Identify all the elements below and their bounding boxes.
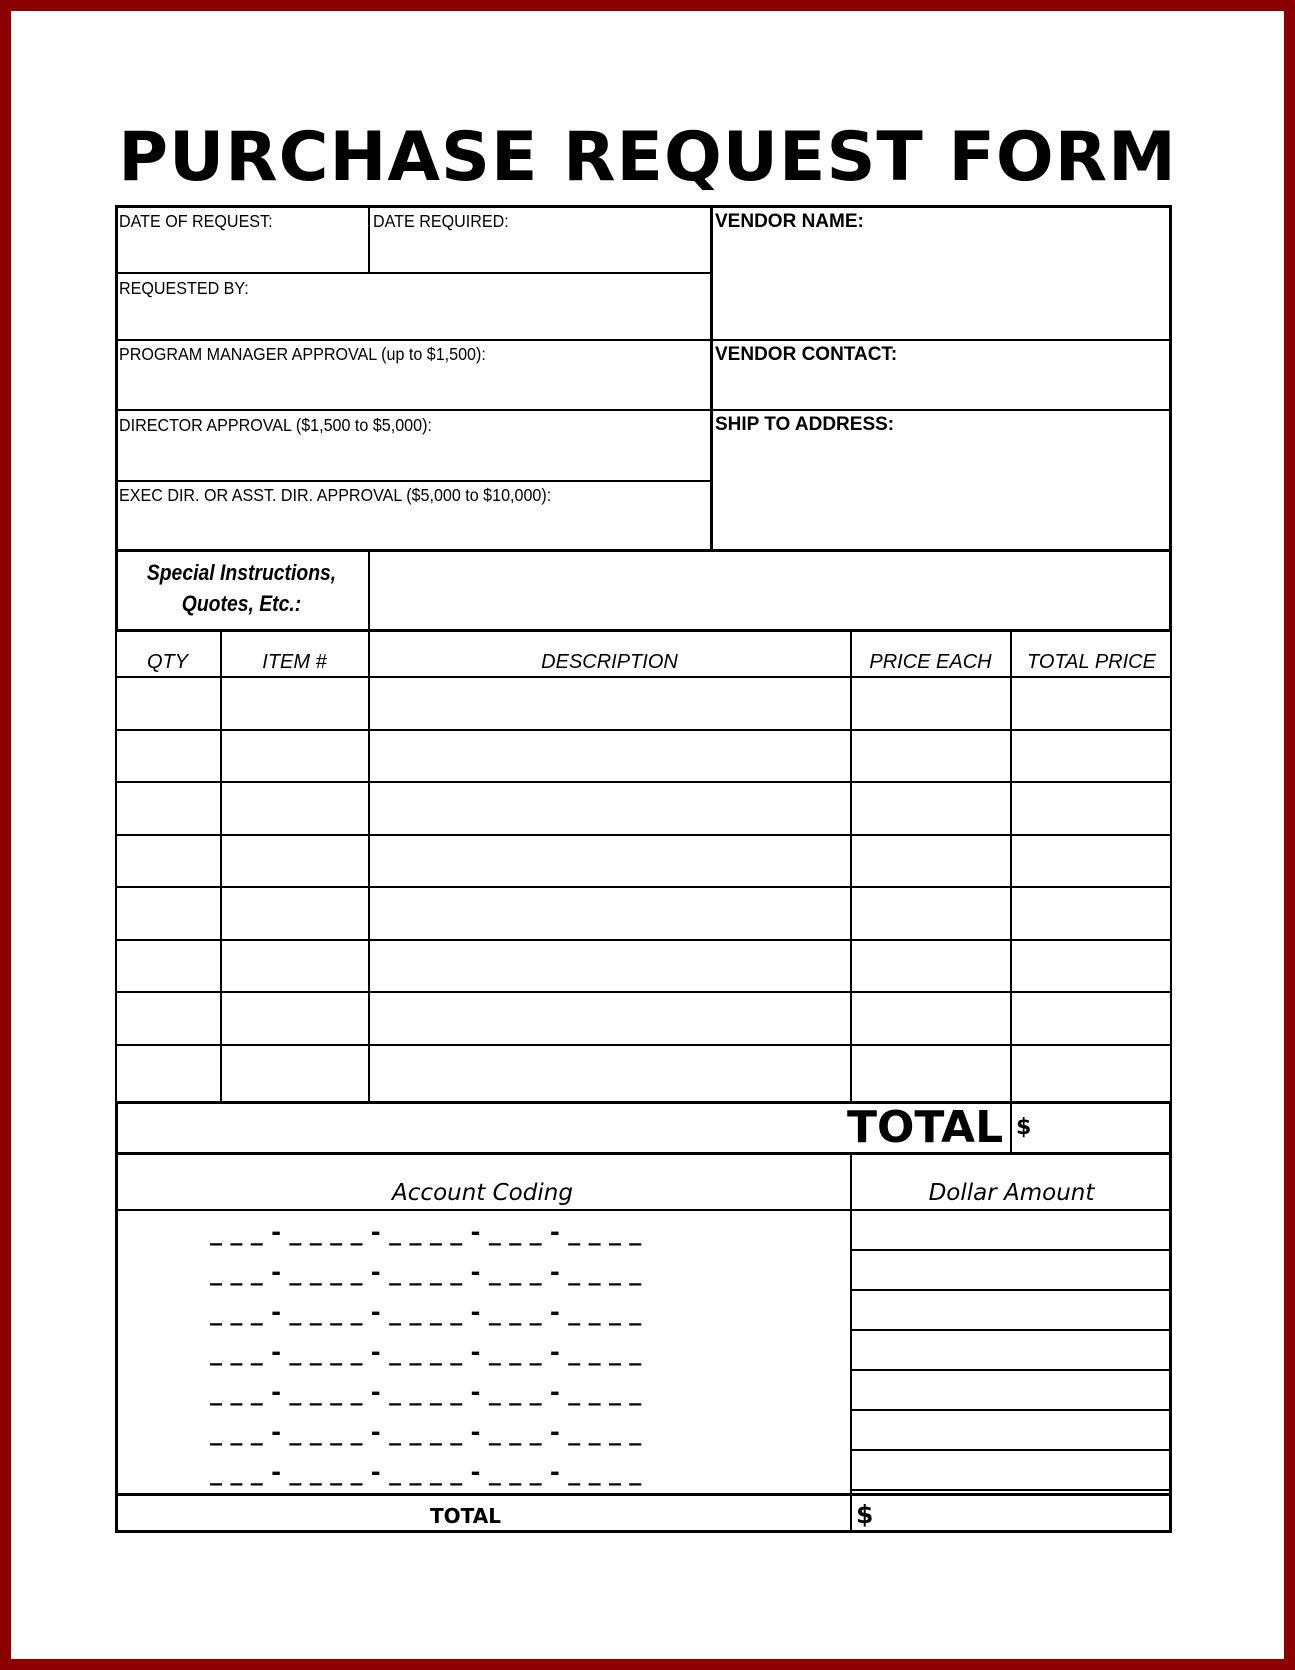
table-row[interactable] [115, 834, 1172, 836]
table-row[interactable] [115, 729, 1172, 731]
dollar-amount-line[interactable] [851, 1489, 1172, 1491]
col-divider [220, 632, 222, 1101]
items-total-value[interactable]: $ [1016, 1115, 1032, 1140]
account-total-divider [115, 1493, 1172, 1496]
dollar-amount-line[interactable] [851, 1329, 1172, 1331]
special-instructions-field[interactable] [371, 553, 1169, 629]
items-total-row [115, 1101, 1172, 1155]
table-row[interactable] [115, 1044, 1172, 1046]
account-code-line[interactable]: _ _ _ - _ _ _ _ - _ _ _ _ - _ _ _ - _ _ _ _ [210, 1418, 642, 1446]
qty-header: QTY [146, 651, 189, 673]
account-coding-header: Account Coding [392, 1180, 573, 1206]
account-code-line[interactable]: _ _ _ - _ _ _ _ - _ _ _ _ - _ _ _ - _ _ _ _ [210, 1258, 642, 1286]
director-approval-field[interactable]: DIRECTOR APPROVAL ($1,500 to $5,000): [119, 415, 432, 435]
program-manager-approval-field[interactable]: PROGRAM MANAGER APPROVAL (up to $1,500): [119, 344, 486, 364]
table-row[interactable] [115, 991, 1172, 993]
account-divider [850, 1155, 852, 1533]
vendor-name-field[interactable]: VENDOR NAME: [715, 211, 864, 232]
special-instructions-label [130, 557, 353, 619]
purchase-request-form [115, 205, 1172, 1533]
special-divider [368, 550, 370, 632]
row-divider [115, 549, 1172, 552]
table-row[interactable] [115, 781, 1172, 783]
account-total-value[interactable]: $ [856, 1500, 874, 1529]
account-total-label: TOTAL [430, 1504, 501, 1528]
row-divider [115, 409, 1172, 411]
row-divider [115, 339, 1172, 341]
date-divider [368, 205, 370, 272]
item-number-header: ITEM # [262, 651, 327, 673]
col-divider [850, 632, 852, 1101]
description-header: DESCRIPTION [541, 651, 678, 673]
account-code-line[interactable]: _ _ _ - _ _ _ _ - _ _ _ _ - _ _ _ - _ _ _ _ [210, 1378, 642, 1406]
exec-director-approval-field[interactable]: EXEC DIR. OR ASST. DIR. APPROVAL ($5,000 to $10,000): [119, 485, 552, 505]
dollar-amount-line[interactable] [851, 1409, 1172, 1411]
row-divider [115, 272, 711, 274]
price-each-header: PRICE EACH [869, 651, 992, 673]
table-row[interactable] [115, 676, 1172, 678]
date-of-request-field[interactable]: DATE OF REQUEST: [119, 211, 273, 231]
dollar-amount-line[interactable] [851, 1369, 1172, 1371]
items-table [115, 632, 1172, 1101]
total-price-header: TOTAL PRICE [1027, 651, 1156, 673]
dollar-amount-line[interactable] [851, 1249, 1172, 1251]
table-row[interactable] [115, 886, 1172, 888]
account-code-line[interactable]: _ _ _ - _ _ _ _ - _ _ _ _ - _ _ _ - _ _ _ _ [210, 1458, 642, 1486]
table-row[interactable] [115, 939, 1172, 941]
special-line-1: Special Instructions, [146, 560, 337, 585]
row-divider [115, 480, 711, 482]
date-required-field[interactable]: DATE REQUIRED: [373, 211, 509, 231]
account-header-divider [115, 1209, 1172, 1211]
special-line-2: Quotes, Etc.: [181, 591, 302, 616]
dollar-amount-line[interactable] [851, 1289, 1172, 1291]
form-title: PURCHASE REQUEST FORM [118, 118, 1177, 197]
dollar-amount-line[interactable] [851, 1449, 1172, 1451]
account-code-line[interactable]: _ _ _ - _ _ _ _ - _ _ _ _ - _ _ _ - _ _ _ _ [210, 1218, 642, 1246]
ship-to-address-field[interactable]: SHIP TO ADDRESS: [715, 414, 895, 435]
account-code-line[interactable]: _ _ _ - _ _ _ _ - _ _ _ _ - _ _ _ - _ _ _ _ [210, 1338, 642, 1366]
col-divider [368, 632, 370, 1101]
col-divider [1010, 632, 1012, 1155]
requested-by-field[interactable]: REQUESTED BY: [119, 278, 249, 298]
dollar-amount-header: Dollar Amount [928, 1180, 1095, 1206]
items-total-label: TOTAL [847, 1102, 1004, 1153]
vendor-divider [710, 205, 713, 550]
account-code-line[interactable]: _ _ _ - _ _ _ _ - _ _ _ _ - _ _ _ - _ _ _ _ [210, 1298, 642, 1326]
vendor-contact-field[interactable]: VENDOR CONTACT: [715, 344, 898, 365]
